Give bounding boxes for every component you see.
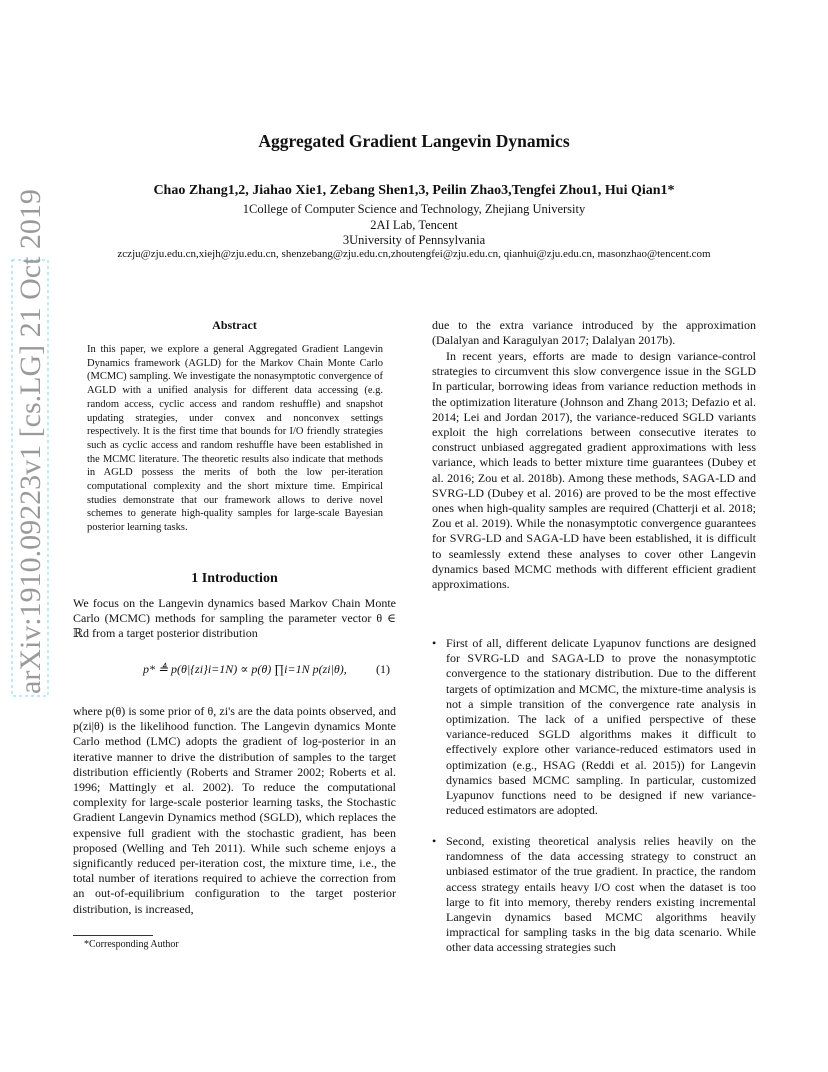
paper-title: Aggregated Gradient Langevin Dynamics (258, 131, 570, 151)
equation-number: (1) (376, 662, 390, 676)
bullet-text-2: Second, existing theoretical analysis relies heavily on the randomness of the data accessing strategy to construct an unbiased estimator of the true gradient. In practice, the random access strategy entails heavy I/O cost when the dataset is too large to fit into memory, thereby renders existing incremental Langevin dynamics based MCMC algorithms heavily impractical for sampling tasks in the big data scenario. While other data accessing strategies such (446, 834, 756, 955)
footnote-rule (73, 935, 153, 936)
equation-1 (73, 648, 396, 696)
bullet-icon: • (432, 636, 437, 650)
equation-body: p* ≜ p(θ|{zi}i=1N) ∝ p(θ) ∏i=1N p(zi|θ), (143, 662, 347, 676)
affiliation-1: 1College of Computer Science and Technology, Zhejiang University (242, 202, 586, 216)
introduction-heading: 1 Introduction (191, 571, 278, 586)
abstract-heading: Abstract (212, 318, 257, 332)
introduction-paragraph-2: where p(θ) is some prior of θ, zi's are the data points observed, and p(zi|θ) is the likelihood function. The Langevin dynamics Monte Carlo method (LMC) adopts the gradient of log-posterior in an iterative manner to drive the distribution of samples to the target distribution efficiently (Roberts and Stramer 2002; Roberts et al. 1996; Mattingly et al. 2002). To reduce the computational complexity for large-scale posterior learning tasks, the Stochastic Gradient Langevin Dynamics method (SGLD), which replaces the expensive full gradient with the stochastic gradient, has been proposed (Welling and Teh 2011). While such scheme enjoys a significantly reduced per-iteration cost, the mixture time, i.e., the total number of iterations required to achieve the correction from an out-of-equilibrium configuration to the target posterior distribution, is increased, (73, 704, 396, 916)
affiliation-3: 3University of Pennsylvania (342, 233, 486, 247)
author-emails: zczju@zju.edu.cn,xiejh@zju.edu.cn, shenzebang@zju.edu.cn,zhoutengfei@zju.edu.cn, qianhui@zju.edu.cn, masonzhao@tencent.com (117, 248, 711, 260)
right-column-paragraph-2: In recent years, efforts are made to design variance-control strategies to circumvent this slow convergence issue in the SGLD In particular, borrowing ideas from variance reduction methods in the optimization literature (Johnson and Zhang 2013; Defazio et al. 2014; Lei and Jordan 2017), the variance-reduced SGLD variants exploit the high correlations between consecutive iterates to construct unbiased aggregated gradient approximations with less variance, which leads to better mixture time guarantees (Dubey et al. 2016; Zou et al. 2018b). Among these methods, SAGA-LD and SVRG-LD (Dubey et al. 2016) are proved to be the most effective ones when high-quality samples are required (Chatterji et al. 2018; Zou et al. 2019). While the nonasymptotic convergence guarantees for SVRG-LD and SAGA-LD have been established, it is difficult to seamlessly extend these analyses to cover other Langevin dynamics based MCMC methods with different efficient gradient approximations. (432, 349, 756, 592)
abstract-text: In this paper, we explore a general Aggregated Gradient Langevin Dynamics framework (AGLD) for the Markov Chain Monte Carlo (MCMC) sampling. We investigate the nonasymptotic convergence of AGLD with a unified analysis for different data accessing (e.g. random access, cyclic access and random reshuffle) and snapshot updating strategies, under convex and nonconvex settings respectively. It is the first time that bounds for I/O friendly strategies such as cyclic access and random reshuffle have been established in the MCMC literature. The theoretic results also indicate that methods in AGLD possess the merits of both the low per-iteration computational complexity and the short mixture time. Empirical studies demonstrate that our framework allows to derive novel schemes to generate high-quality samples for large-scale Bayesian posterior learning tasks. (87, 344, 383, 534)
bullet-text-1: First of all, different delicate Lyapunov functions are designed for SVRG-LD and SAGA-LD to prove the nonasymptotic convergence to the stationary distribution. Due to the different targets of optimization and MCMC, the mixture-time analysis is not a simple transition of the convergence rate analysis in optimization. The lack of a unified perspective of these variance-reduced SGLD algorithms makes it difficult to effectively explore other variance-reduced estimators used in optimization (e.g., HSAG (Reddi et al. 2015)) for Langevin dynamics based MCMC sampling. In particular, customized Lyapunov functions need to be designed if new variance-reduced estimators are adopted. (446, 636, 756, 818)
footnote: *Corresponding Author (84, 939, 179, 950)
arxiv-stamp[interactable] (0, 189, 58, 698)
bullet-icon: • (432, 834, 437, 848)
affiliation-2: 2AI Lab, Tencent (370, 218, 458, 232)
right-column-paragraph-1: due to the extra variance introduced by the approximation (Dalalyan and Karagulyan 2017; Dalalyan 2017b). (432, 318, 756, 348)
author-list: Chao Zhang1,2, Jiahao Xie1, Zebang Shen1,3, Peilin Zhao3,Tengfei Zhou1, Hui Qian1* (153, 183, 675, 198)
introduction-paragraph-1: We focus on the Langevin dynamics based Markov Chain Monte Carlo (MCMC) methods for sampling the parameter vector θ ∈ ℝd from a target posterior distribution (73, 596, 396, 641)
arxiv-id: arXiv:1910.09223v1 [cs.LG] 21 Oct 2019 (14, 189, 47, 694)
